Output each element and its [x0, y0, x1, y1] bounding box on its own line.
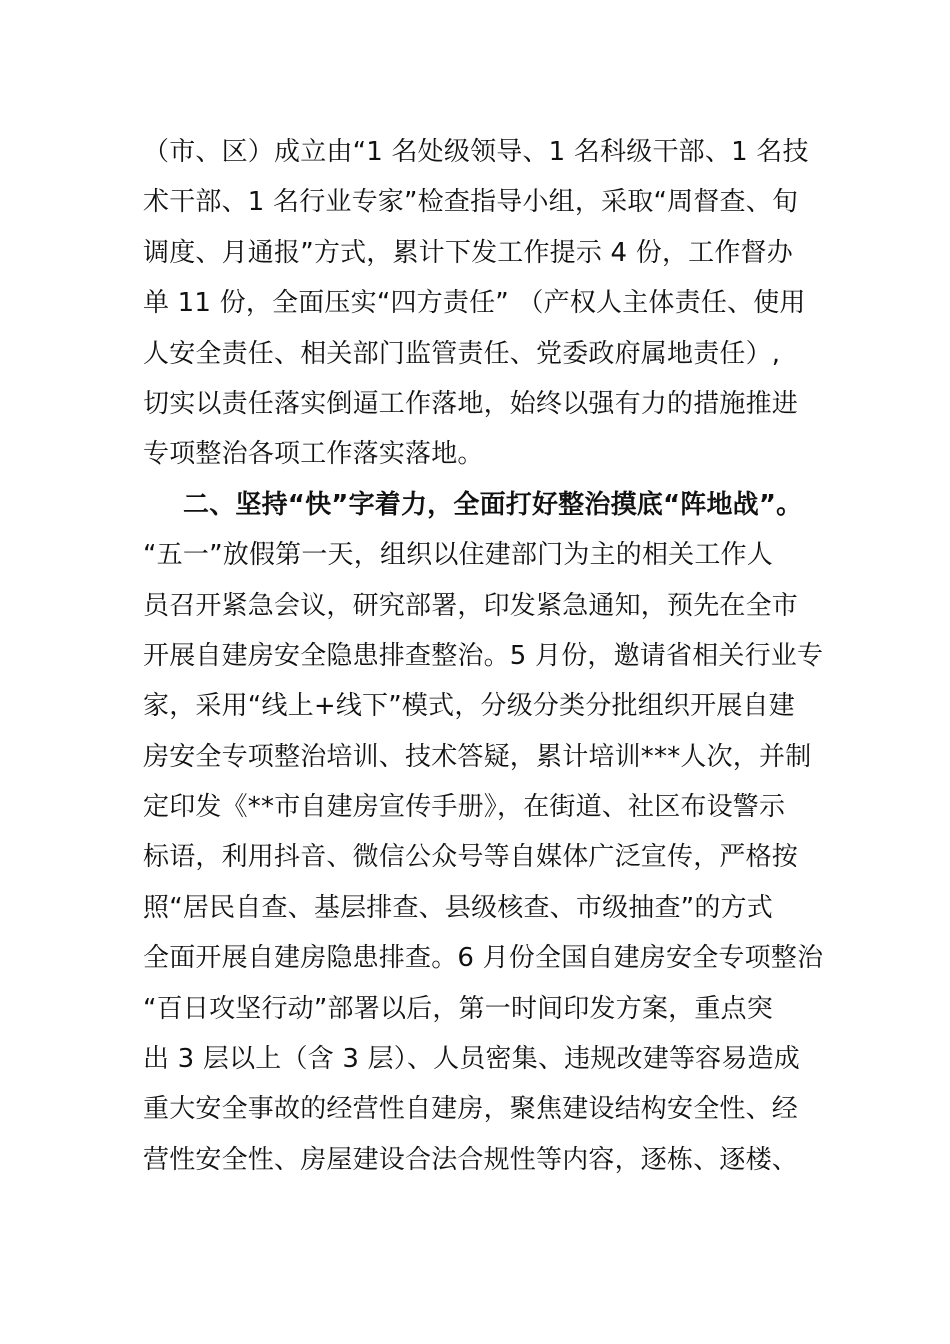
text-line: 标语，利用抖音、微信公众号等自媒体广泛宣传，严格按	[143, 842, 799, 873]
text-line: 单 11 份，全面压实“四方责任” （产权人主体责任、使用	[143, 288, 806, 319]
text-line: 开展自建房安全隐患排查整治。5 月份，邀请省相关行业专	[143, 640, 824, 671]
text-line: 房安全专项整治培训、技术答疑，累计培训***人次，并制	[143, 741, 812, 772]
text-line: 人安全责任、相关部门监管责任、党委政府属地责任）,	[143, 338, 781, 369]
text-line: 定印发《**市自建房宣传手册》，在街道、社区布设警示	[143, 792, 786, 823]
text-line: 切实以责任落实倒逼工作落地，始终以强有力的措施推进	[143, 388, 799, 419]
text-line: 全面开展自建房隐患排查。6 月份全国自建房安全专项整治	[143, 943, 824, 974]
text-line: “五一”放假第一天，组织以住建部门为主的相关工作人	[143, 540, 773, 571]
text-line: 员召开紧急会议，研究部署，印发紧急通知，预先在全市	[143, 590, 799, 621]
text-line: 重大安全事故的经营性自建房，聚焦建设结构安全性、经	[143, 1094, 799, 1125]
text-line: 专项整治各项工作落实落地。	[143, 439, 484, 470]
text-line: 术干部、1 名行业专家”检查指导小组，采取“周督查、旬	[143, 187, 799, 218]
document-body	[143, 127, 823, 1185]
text-line: 照“居民自查、基层排查、县级核查、市级抽查”的方式	[143, 892, 773, 923]
section-heading: 二、坚持“快”字着力，全面打好整治摸底“阵地战”。	[183, 489, 803, 520]
text-line: “百日攻坚行动”部署以后，第一时间印发方案，重点突	[143, 993, 773, 1024]
text-line: 家，采用“线上+线下”模式，分级分类分批组织开展自建	[143, 691, 795, 722]
text-line: （市、区）成立由“1 名处级领导、1 名科级干部、1 名技	[143, 137, 809, 167]
text-line: 调度、月通报”方式，累计下发工作提示 4 份，工作督办	[143, 237, 793, 268]
text-line: 出 3 层以上（含 3 层）、人员密集、违规改建等容易造成	[143, 1044, 800, 1075]
text-line: 营性安全性、房屋建设合法合规性等内容，逐栋、逐楼、	[143, 1144, 799, 1175]
